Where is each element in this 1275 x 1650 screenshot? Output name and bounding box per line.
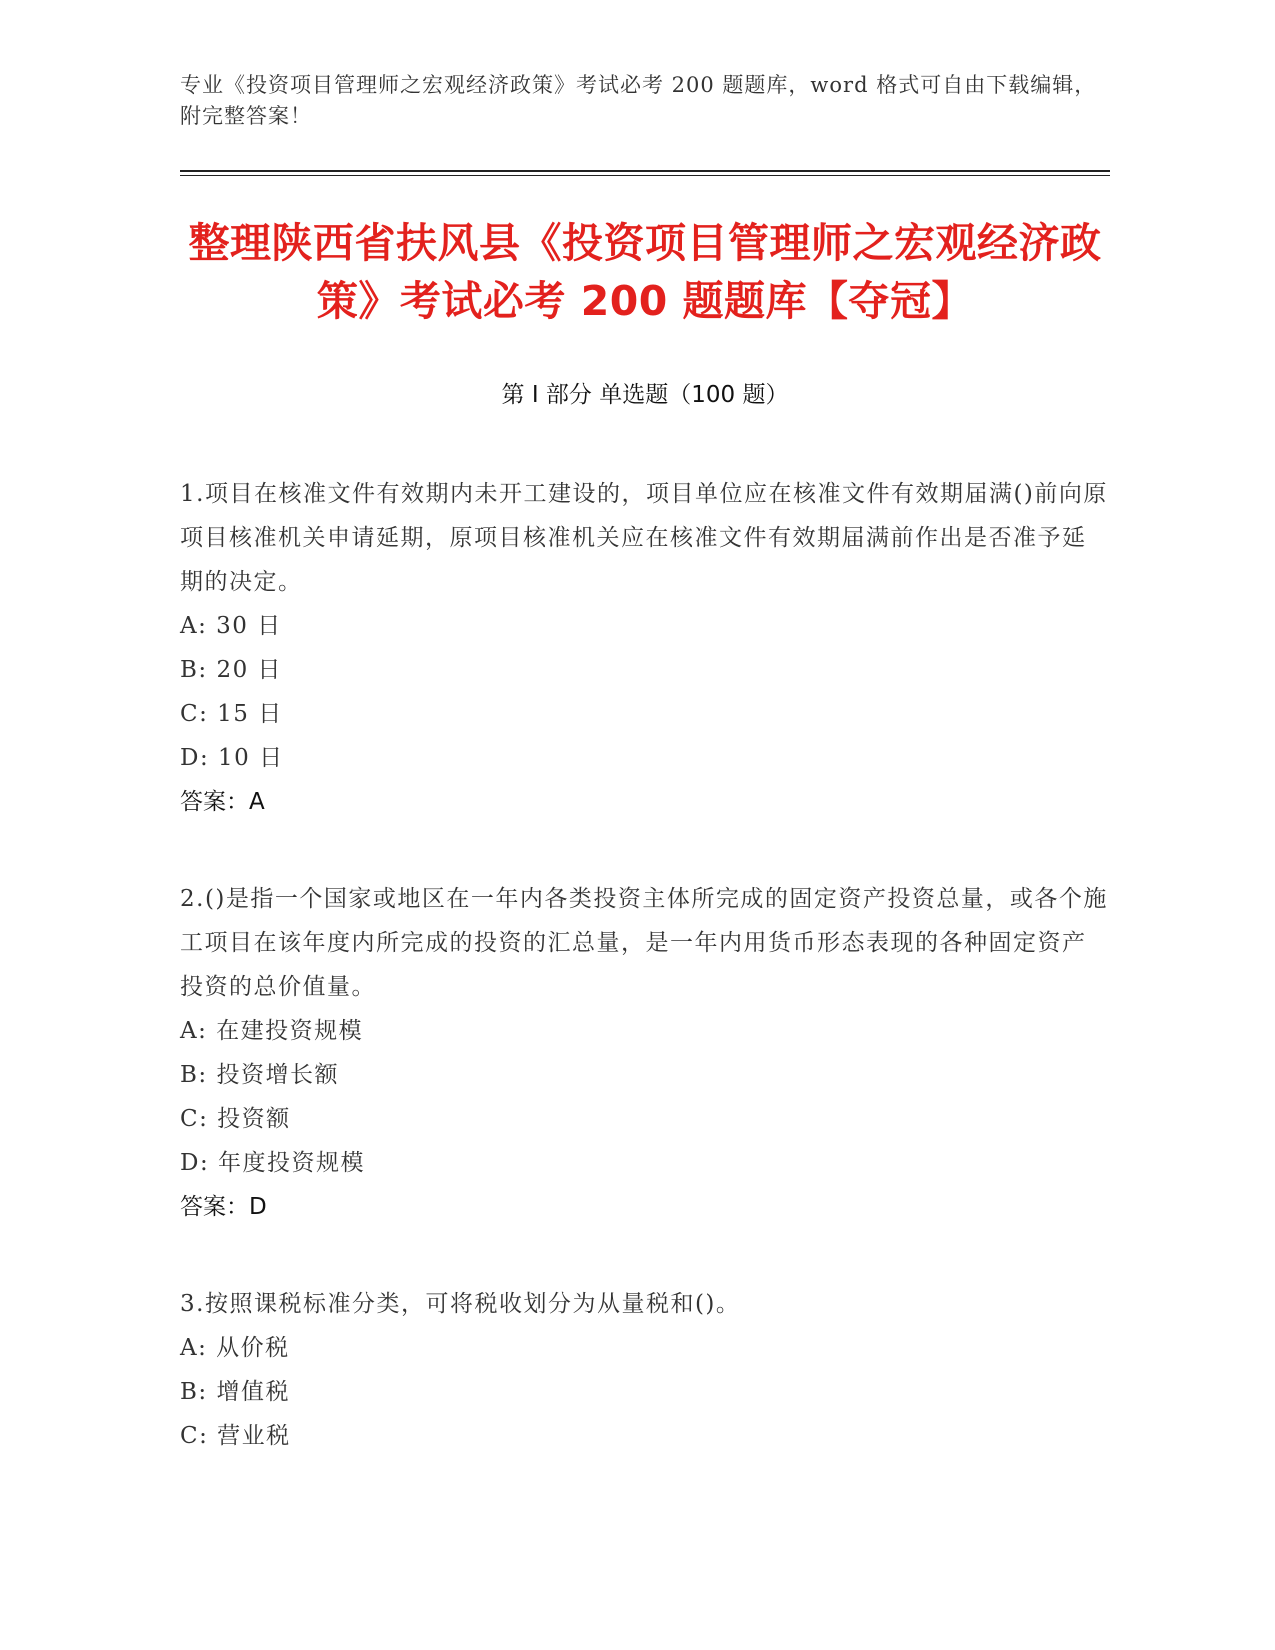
option-c: C: 投资额 (180, 1106, 291, 1132)
section-title: 第 I 部分 单选题（100 题） (501, 382, 789, 408)
question-stem: 1.项目在核准文件有效期内未开工建设的，项目单位应在核准文件有效期届满()前向原项目核准机关申请延期，原项目核准机关应在核准文件有效期届满前作出是否准予延期的决定。 (180, 481, 1108, 595)
document-page (180, 70, 1110, 1458)
option-a: A: 在建投资规模 (180, 1018, 364, 1044)
header-divider (180, 170, 1110, 176)
option-c: C: 营业税 (180, 1423, 291, 1449)
option-b: B: 投资增长额 (180, 1062, 339, 1088)
question-1 (180, 472, 1110, 824)
document-title: 整理陕西省扶风县《投资项目管理师之宏观经济政策》考试必考 200 题题库【夺冠】 (188, 219, 1102, 325)
question-stem: 2.()是指一个国家或地区在一年内各类投资主体所完成的固定资产投资总量，或各个施工项目在该年度内所完成的投资的汇总量，是一年内用货币形态表现的各种固定资产投资的总价值量。 (180, 886, 1108, 1000)
option-c: C: 15 日 (180, 701, 283, 727)
option-a: A: 从价税 (180, 1335, 290, 1361)
option-b: B: 增值税 (180, 1379, 290, 1405)
answer: 答案：A (180, 789, 265, 815)
question-stem: 3.按照课税标准分类，可将税收划分为从量税和()。 (180, 1291, 741, 1317)
header-note: 专业《投资项目管理师之宏观经济政策》考试必考 200 题题库，word 格式可自由下载编辑，附完整答案！ (180, 73, 1097, 128)
option-a: A: 30 日 (180, 613, 282, 639)
option-d: D: 年度投资规模 (180, 1150, 366, 1176)
option-d: D: 10 日 (180, 745, 284, 771)
answer: 答案：D (180, 1194, 267, 1220)
option-b: B: 20 日 (180, 657, 283, 683)
question-3 (180, 1282, 1110, 1458)
question-2 (180, 877, 1110, 1229)
